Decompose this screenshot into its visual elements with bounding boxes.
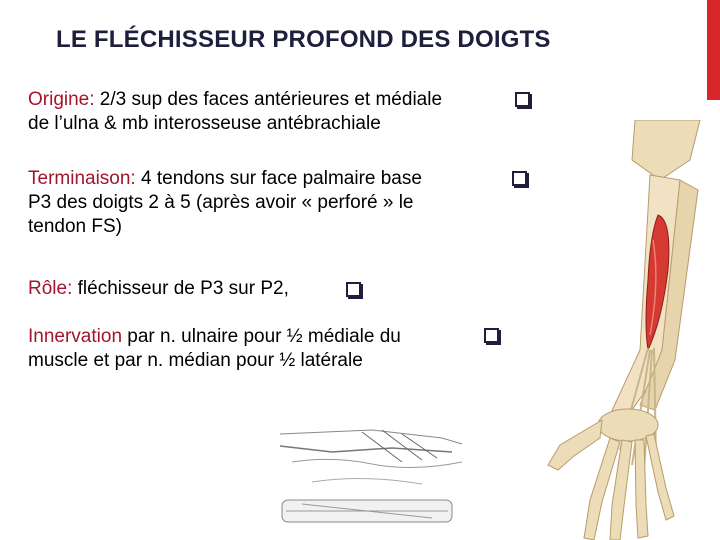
checkbox-bullet-icon: [515, 92, 530, 107]
innervation-label: Innervation: [28, 326, 123, 347]
section-origine: [28, 88, 442, 136]
page-title: LE FLÉCHISSEUR PROFOND DES DOIGTS: [56, 26, 551, 53]
section-role: [28, 277, 289, 301]
checkbox-bullet-icon: [346, 282, 361, 297]
checkbox-bullet-icon: [512, 171, 527, 186]
checkbox-bullet-icon: [484, 328, 499, 343]
origine-line-2: de l’ulna & mb interosseuse antébrachiale: [28, 113, 381, 134]
innervation-line-1: par n. ulnaire pour ½ médiale du: [122, 326, 401, 347]
role-label: Rôle:: [28, 278, 73, 299]
section-terminaison: [28, 167, 422, 239]
section-innervation: [28, 325, 401, 373]
tendon-sketch-illustration: [272, 412, 468, 540]
innervation-line-2: muscle et par n. médian pour ½ latérale: [28, 350, 363, 371]
terminaison-line-1: 4 tendons sur face palmaire base: [135, 168, 422, 189]
forearm-muscle-illustration: [540, 120, 720, 540]
origine-line-1: 2/3 sup des faces antérieures et médiale: [94, 89, 443, 110]
terminaison-label: Terminaison:: [28, 168, 136, 189]
role-line-1: fléchisseur de P3 sur P2,: [72, 278, 289, 299]
origine-label: Origine:: [28, 89, 95, 110]
terminaison-line-3: tendon FS): [28, 216, 122, 237]
accent-bar: [707, 0, 720, 100]
terminaison-line-2: P3 des doigts 2 à 5 (après avoir « perforé » le: [28, 192, 414, 213]
